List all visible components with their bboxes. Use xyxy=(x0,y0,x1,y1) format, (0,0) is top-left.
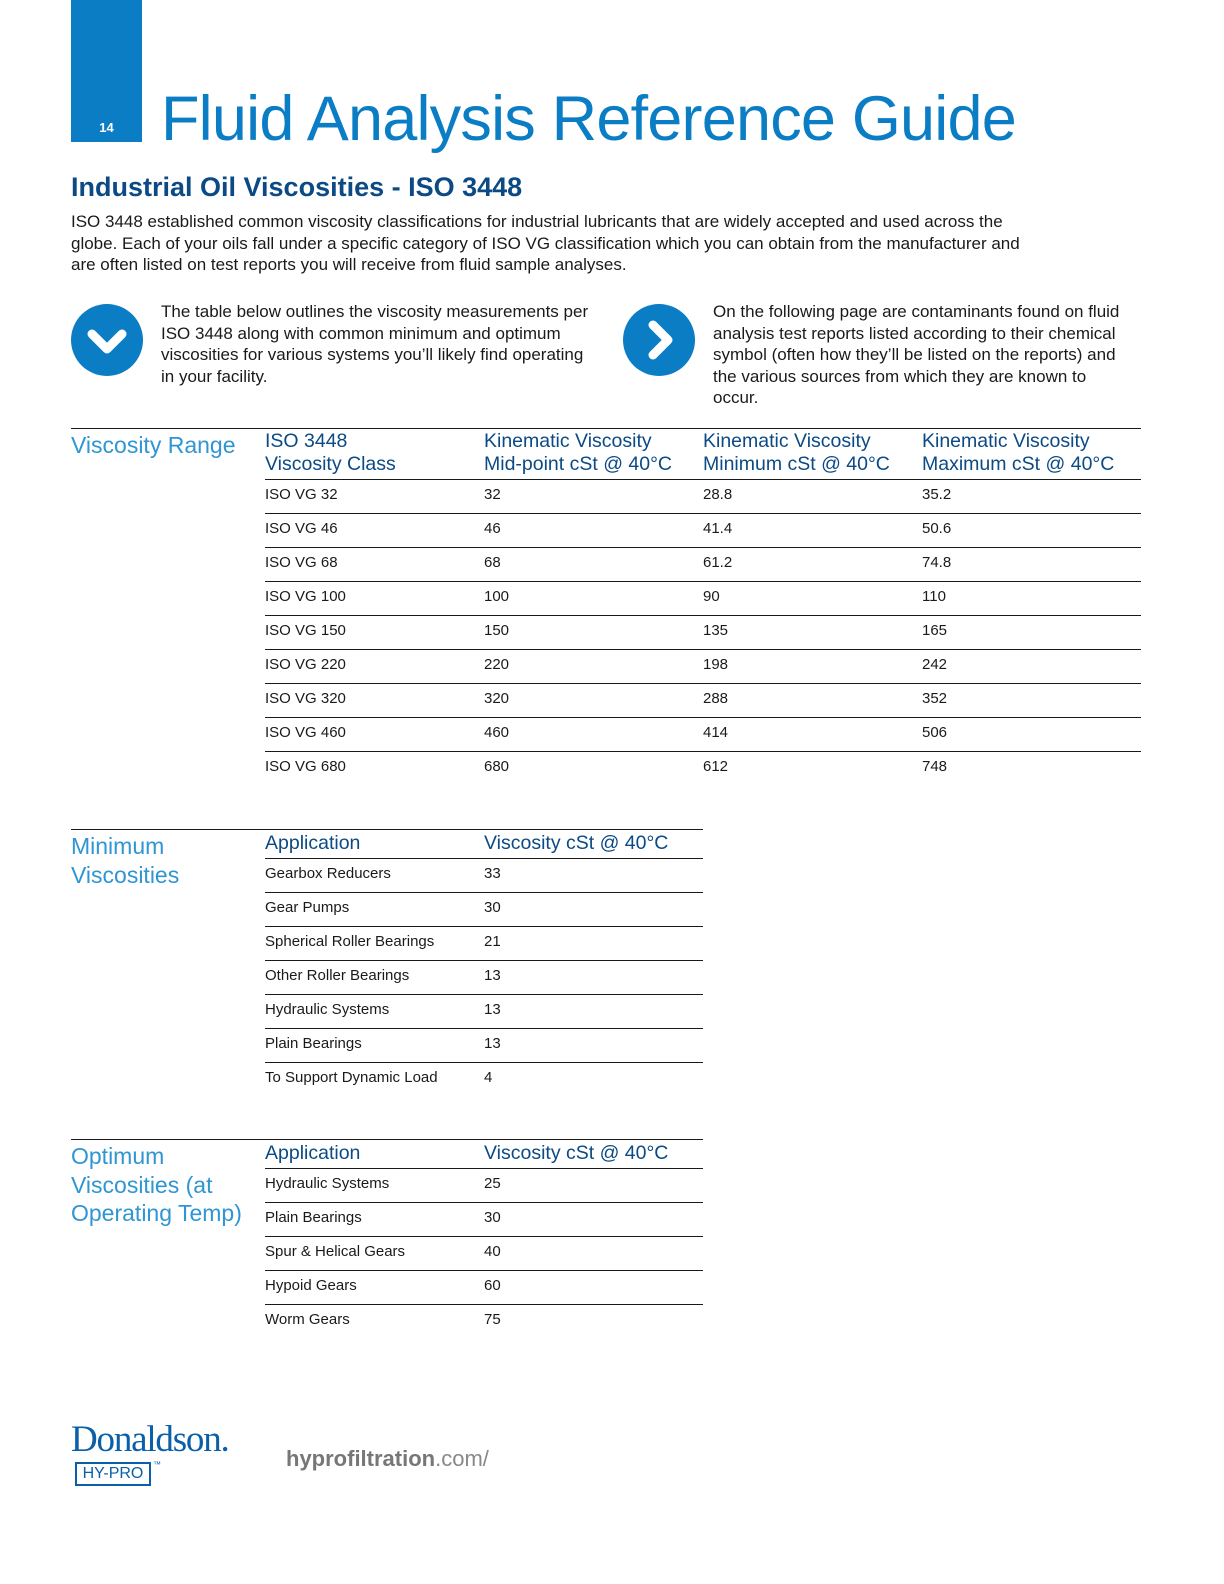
page-tab xyxy=(71,0,142,142)
table-cell: Plain Bearings xyxy=(265,1203,484,1237)
table-cell: ISO VG 100 xyxy=(265,582,484,616)
table-cell: 100 xyxy=(484,582,703,616)
website-url[interactable]: hyprofiltration.com/ xyxy=(286,1446,489,1471)
logo-wordmark: Donaldson. xyxy=(71,1419,229,1460)
table-header-row xyxy=(265,832,703,859)
table-cell: 50.6 xyxy=(922,514,1141,548)
column-header: Viscosity cSt @ 40°C xyxy=(484,832,703,859)
table-cell: 135 xyxy=(703,616,922,650)
table-cell: 4 xyxy=(484,1069,493,1086)
table-row xyxy=(265,548,1141,582)
donaldson-logo xyxy=(71,1420,229,1486)
table-row xyxy=(265,480,1141,514)
table-row xyxy=(265,1237,703,1271)
table-row xyxy=(265,1169,703,1203)
table-cell: 41.4 xyxy=(703,514,922,548)
column-header: Kinematic Viscosity Minimum cSt @ 40°C xyxy=(703,430,922,480)
column-header: Application xyxy=(265,1142,484,1169)
table-header-row xyxy=(265,1142,703,1169)
callout-left-text: The table below outlines the viscosity measurements per ISO 3448 along with common minimum and optimum viscosities for various systems you’ll likely find operating in your facility. xyxy=(161,302,589,386)
table-row xyxy=(265,859,703,893)
table-row xyxy=(265,927,703,961)
table-cell: 13 xyxy=(484,995,703,1029)
column-header: ISO 3448 Viscosity Class xyxy=(265,430,484,480)
table-cell: 30 xyxy=(484,1203,703,1237)
table-cell: 150 xyxy=(484,616,703,650)
section-divider xyxy=(71,1139,703,1140)
table-cell: Hydraulic Systems xyxy=(265,1169,484,1203)
table-cell: 320 xyxy=(484,684,703,718)
table-row xyxy=(265,1029,703,1063)
table-cell: 60 xyxy=(484,1271,703,1305)
table-cell: 220 xyxy=(484,650,703,684)
page-number: 14 xyxy=(99,120,114,135)
table-cell: ISO VG 680 xyxy=(265,758,346,775)
table-cell: Gear Pumps xyxy=(265,893,484,927)
table-cell: 242 xyxy=(922,650,1141,684)
table-cell: 28.8 xyxy=(703,480,922,514)
table-row xyxy=(265,514,1141,548)
column-header: Viscosity cSt @ 40°C xyxy=(484,1142,703,1169)
table-row xyxy=(265,718,1141,752)
table-cell: ISO VG 32 xyxy=(265,480,484,514)
table-row xyxy=(265,1271,703,1305)
table-body xyxy=(265,480,1141,786)
section-divider xyxy=(71,428,1141,429)
table-cell: 35.2 xyxy=(922,480,1141,514)
table-cell: Hypoid Gears xyxy=(265,1271,484,1305)
table-row xyxy=(265,961,703,995)
table-row xyxy=(265,995,703,1029)
chevron-right-icon xyxy=(623,304,695,376)
table-row xyxy=(265,684,1141,718)
section-divider xyxy=(71,829,703,830)
table-cell: Spur & Helical Gears xyxy=(265,1237,484,1271)
table-row xyxy=(265,650,1141,684)
table-row xyxy=(265,582,1141,616)
table-cell: 414 xyxy=(703,718,922,752)
table-cell: 680 xyxy=(484,758,510,775)
table-cell: 46 xyxy=(484,514,703,548)
column-header: Kinematic Viscosity Maximum cSt @ 40°C xyxy=(922,430,1141,480)
intro-paragraph: ISO 3448 established common viscosity classifications for industrial lubricants that are widely accepted and used across the globe. Each of your oils fall under a specific category of ISO VG classification which you can obtain from the manufacturer and are often listed on test reports you will receive from fluid sample analyses. xyxy=(71,212,1020,274)
table-cell: 198 xyxy=(703,650,922,684)
table-header-row xyxy=(265,430,1141,480)
table-cell: 61.2 xyxy=(703,548,922,582)
table-cell: 30 xyxy=(484,893,703,927)
table-cell: 74.8 xyxy=(922,548,1141,582)
logo-subbrand: HY-PRO xyxy=(75,1462,151,1486)
table-cell: Worm Gears xyxy=(265,1311,350,1328)
table-cell: 75 xyxy=(484,1311,501,1328)
table-cell: 25 xyxy=(484,1169,703,1203)
table-cell: 32 xyxy=(484,480,703,514)
page-title: Fluid Analysis Reference Guide xyxy=(161,84,1016,154)
table-cell: To Support Dynamic Load xyxy=(265,1069,438,1086)
table-cell: 460 xyxy=(484,718,703,752)
minimum-viscosities-table xyxy=(265,832,703,1097)
optimum-viscosities-label: Optimum Viscosities (at Operating Temp) xyxy=(71,1143,242,1226)
table-cell: ISO VG 460 xyxy=(265,718,484,752)
table-cell: 288 xyxy=(703,684,922,718)
table-cell: 13 xyxy=(484,961,703,995)
table-cell: ISO VG 150 xyxy=(265,616,484,650)
table-cell: Hydraulic Systems xyxy=(265,995,484,1029)
table-cell: Gearbox Reducers xyxy=(265,859,484,893)
table-cell: 165 xyxy=(922,616,1141,650)
column-header: Kinematic Viscosity Mid-point cSt @ 40°C xyxy=(484,430,703,480)
table-cell: ISO VG 220 xyxy=(265,650,484,684)
column-header: Application xyxy=(265,832,484,859)
table-cell: ISO VG 46 xyxy=(265,514,484,548)
table-cell: ISO VG 320 xyxy=(265,684,484,718)
table-cell: 21 xyxy=(484,927,703,961)
optimum-viscosities-table xyxy=(265,1142,703,1339)
table-body xyxy=(265,859,703,1097)
viscosity-range-label: Viscosity Range xyxy=(71,432,236,458)
table-row xyxy=(265,752,1141,786)
table-cell: 612 xyxy=(703,758,729,775)
table-row xyxy=(265,1063,703,1097)
table-cell: ISO VG 68 xyxy=(265,548,484,582)
table-row xyxy=(265,1305,703,1339)
table-cell: 748 xyxy=(922,758,948,775)
viscosity-range-table xyxy=(265,430,1141,786)
table-cell: 68 xyxy=(484,548,703,582)
table-row xyxy=(265,616,1141,650)
table-cell: 40 xyxy=(484,1237,703,1271)
table-cell: Spherical Roller Bearings xyxy=(265,927,484,961)
table-cell: 110 xyxy=(922,582,1141,616)
table-cell: 90 xyxy=(703,582,922,616)
table-cell: 13 xyxy=(484,1029,703,1063)
table-body xyxy=(265,1169,703,1339)
table-cell: Other Roller Bearings xyxy=(265,961,484,995)
callout-right-text: On the following page are contaminants found on fluid analysis test reports listed according to their chemical symbol (often how they’ll be listed on the reports) and the various sources from which they are known to occur. xyxy=(713,302,1120,407)
section-heading: Industrial Oil Viscosities - ISO 3448 xyxy=(71,172,523,202)
table-cell: 506 xyxy=(922,718,1141,752)
table-row xyxy=(265,1203,703,1237)
table-cell: 33 xyxy=(484,859,703,893)
minimum-viscosities-label: Minimum Viscosities xyxy=(71,833,180,888)
table-cell: 352 xyxy=(922,684,1141,718)
chevron-down-icon xyxy=(71,304,143,376)
table-cell: Plain Bearings xyxy=(265,1029,484,1063)
table-row xyxy=(265,893,703,927)
trademark-mark: ™ xyxy=(153,1460,161,1469)
